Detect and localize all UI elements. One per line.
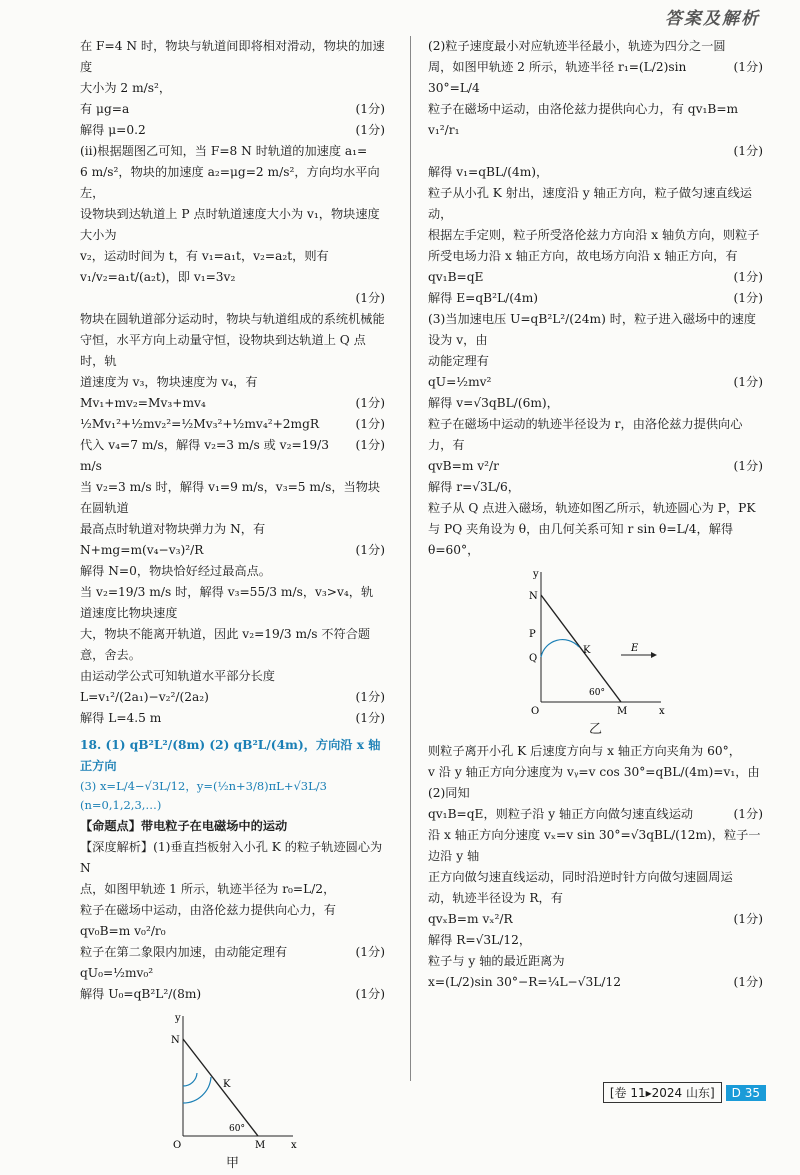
score-mark: (1分) (355, 710, 385, 725)
text-line (80, 561, 385, 582)
text-line (428, 867, 763, 888)
line-text: v₂，运动时间为 t，有 v₁=a₁t，v₂=a₂t，则有 v₁/v₂=a₁t/(a₂t)，即 v₁=3v₂ (80, 248, 329, 284)
score-mark: (1分) (355, 945, 385, 960)
fig1-y-label: y (174, 1013, 181, 1025)
line-text: qvₓB=m vₓ²/R (428, 912, 513, 927)
figure-yi-caption: 乙 (588, 721, 602, 737)
page-footer (603, 1082, 766, 1103)
line-text: 动能定理有 (428, 353, 489, 368)
line-text: 粒子在磁场中运动的轨迹半径设为 r，由洛伦兹力提供向心 (428, 416, 743, 431)
line-text: θ=60°， (428, 542, 480, 557)
score-mark: (1分) (733, 374, 763, 389)
line-text: 有 μg=a (80, 101, 130, 116)
line-text: 道速度为 v₃，物块速度为 v₄，有 (80, 374, 258, 389)
text-line (80, 78, 385, 99)
line-text: qU=½mv² (428, 374, 492, 389)
line-text: 正方向做匀速直线运动，同时沿逆时针方向做匀速圆周运 (428, 870, 733, 885)
fig1-k-label: K (222, 1079, 230, 1091)
score-mark: (1分) (733, 807, 763, 822)
text-line (80, 687, 385, 708)
text-line (428, 414, 763, 435)
text-line (80, 519, 385, 540)
fig1-x-label: x (290, 1140, 297, 1152)
line-text: 解得 r=√3L/6， (428, 479, 520, 494)
text-line (428, 498, 763, 519)
line-text: 大小为 2 m/s²， (80, 80, 172, 95)
line-text: 力，有 (428, 437, 465, 452)
text-line (80, 414, 385, 435)
text-line (80, 942, 385, 984)
line-text: (ii)根据题图乙可知，当 F=8 N 时轨道的加速度 a₁= (80, 143, 368, 158)
text-line (428, 888, 763, 909)
text-line (80, 99, 385, 120)
line-text: L=v₁²/(2a₁)−v₂²/(2a₂) (80, 689, 209, 704)
line-text: qv₁B=qE，则粒子沿 y 轴正方向做匀速直线运动 (428, 807, 694, 822)
text-line (428, 804, 763, 825)
line-text: 与 PQ 夹角设为 θ，由几何关系可知 r sin θ=L/4，解得 (428, 521, 734, 536)
text-line (428, 972, 763, 993)
line-text: 所受电场力沿 x 轴正方向，故电场方向沿 x 轴正方向，有 (428, 248, 738, 263)
text-line (428, 372, 763, 393)
line-text: 解得 N=0，物块恰好经过最高点。 (80, 563, 271, 578)
text-line (80, 666, 385, 687)
text-line (428, 183, 763, 225)
text-line (80, 900, 385, 942)
fig2-e-label: E (630, 642, 638, 654)
score-mark: (1分) (733, 290, 763, 305)
text-line (80, 393, 385, 414)
text-line (80, 162, 385, 204)
line-text: 6 m/s²，物块的加速度 a₂=μg=2 m/s²，方向均水平向左， (80, 164, 380, 200)
text-line (80, 624, 385, 666)
score-mark: (1分) (733, 143, 763, 158)
line-text: 解得 μ=0.2 (80, 122, 146, 137)
line-text: 由运动学公式可知轨道水平部分长度 (80, 668, 275, 683)
line-text: qvB=m v²/r (428, 458, 499, 473)
line-text: 解得 v=√3qBL/(6m)， (428, 395, 559, 410)
line-text: 点，如图甲轨迹 1 所示，轨迹半径为 r₀=L/2， (80, 882, 336, 897)
line-text: Mv₁+mv₂=Mv₃+mv₄ (80, 395, 206, 410)
line-text: 沿 x 轴正方向分速度 vₓ=v sin 30°=√3qBL/(12m)，粒子一边沿 y 轴 (428, 828, 761, 864)
line-text: 则粒子离开小孔 K 后速度方向与 x 轴正方向夹角为 60°， (428, 744, 741, 759)
text-line (80, 120, 385, 141)
text-line (428, 741, 763, 762)
line-text: N+mg=m(v₄−v₃)²/R (80, 542, 204, 557)
text-line (428, 540, 763, 561)
score-mark: (1分) (733, 912, 763, 927)
text-line (428, 930, 763, 951)
text-line (80, 309, 385, 330)
q18-answer-2: (3) x=L/4−√3L/12，y=(½n+3/8)πL+√3L/3 (n=0,1,2,3,…) (80, 778, 327, 813)
fig1-m-label: M (254, 1140, 265, 1152)
column-divider (410, 36, 411, 1081)
fig2-angle-label: 60° (588, 687, 605, 698)
left-column (80, 36, 385, 1175)
line-text: 根据左手定则，粒子所受洛伦兹力方向沿 x 轴负方向，则粒子 (428, 227, 760, 242)
line-text: 粒子在磁场中运动，由洛伦兹力提供向心力，有 qv₁B=m v₁²/r₁ (428, 101, 739, 137)
line-text: 动，轨迹半径设为 R，有 (428, 891, 563, 906)
text-line (428, 393, 763, 414)
line-text: 最高点时轨道对物块弹力为 N，有 (80, 521, 266, 536)
text-line (80, 330, 385, 372)
score-mark: (1分) (355, 987, 385, 1002)
text-line (80, 246, 385, 288)
line-text: qv₁B=qE (428, 269, 484, 284)
line-text: 物块在圆轨道部分运动时，物块与轨道组成的系统机械能 (80, 311, 385, 326)
fig1-n-label: N (170, 1035, 180, 1047)
page-header-title: 答案及解析 (665, 9, 760, 29)
score-mark: (1分) (355, 395, 385, 410)
line-text: 设物块到达轨道上 P 点时轨道速度大小为 v₁，物块速度大小为 (80, 206, 380, 242)
text-line (428, 225, 763, 246)
text-line (428, 309, 763, 351)
text-line (80, 435, 385, 477)
text-line (428, 288, 763, 309)
text-line (80, 36, 385, 78)
fig2-x-label: x (658, 705, 665, 717)
right-column (428, 36, 763, 993)
line-text: 解得 U₀=qB²L²/(8m) (80, 987, 202, 1002)
text-line (428, 951, 763, 972)
score-mark: (1分) (355, 101, 385, 116)
text-line (80, 582, 385, 624)
score-mark: (1分) (733, 458, 763, 473)
q18-answer-1: 18. (1) qB²L²/(8m) (2) qB²L/(4m)，方向沿 x 轴正方向 (80, 737, 381, 773)
text-line (428, 909, 763, 930)
line-text: 粒子在第二象限内加速，由动能定理有 qU₀=½mv₀² (80, 945, 288, 981)
score-mark: (1分) (355, 122, 385, 137)
text-line (428, 246, 763, 267)
line-text: v 沿 y 轴正方向分速度为 vᵧ=v cos 30°=qBL/(4m)=v₁，由(2)同知 (428, 765, 760, 801)
score-mark: (1分) (355, 542, 385, 557)
fig2-o-label: O (530, 705, 539, 717)
fig1-angle-label: 60° (228, 1124, 245, 1135)
line-text: (2)粒子速度最小对应轨迹半径最小，轨迹为四分之一圆 (428, 39, 726, 53)
line-text: 周，如图甲轨迹 2 所示，轨迹半径 r₁=(L/2)sin 30°=L/4 (428, 60, 687, 95)
figure-jia-caption: 甲 (225, 1156, 239, 1172)
text-line (80, 837, 385, 879)
score-mark: (1分) (733, 269, 763, 284)
text-line (428, 351, 763, 372)
fig2-q-label: Q (528, 652, 537, 664)
line-text: 粒子从 Q 点进入磁场，轨迹如图乙所示，轨迹圆心为 P，PK (428, 500, 756, 515)
score-mark: (1分) (355, 416, 385, 431)
figure-yi (521, 567, 671, 717)
text-line (428, 141, 763, 162)
text-line (428, 99, 763, 141)
score-mark: (1分) (733, 975, 763, 990)
text-line (80, 477, 385, 519)
score-mark: (1分) (355, 437, 385, 452)
line-text: 守恒，水平方向上动量守恒，设物块到达轨道上 Q 点时，轨 (80, 332, 366, 368)
footer-exam-label: [卷 11▸2024 山东] (603, 1082, 722, 1103)
line-text: x=(L/2)sin 30°−R=¼L−√3L/12 (428, 975, 621, 990)
line-text: 在 F=4 N 时，物块与轨道间即将相对滑动，物块的加速度 (80, 39, 385, 74)
fig2-p-label: P (528, 628, 536, 640)
fig2-y-label: y (532, 568, 539, 580)
line-text: 粒子从小孔 K 射出，速度沿 y 轴正方向，粒子做匀速直线运动， (428, 185, 752, 221)
line-text: 大，物块不能离开轨道，因此 v₂=19/3 m/s 不符合题意，舍去。 (80, 626, 371, 662)
text-line (428, 57, 763, 99)
line-text: 当 v₂=3 m/s 时，解得 v₁=9 m/s，v₃=5 m/s，当物块在圆轨道 (80, 479, 381, 515)
text-line (80, 204, 385, 246)
text-line (428, 825, 763, 867)
text-line (80, 879, 385, 900)
line-text: 解得 L=4.5 m (80, 710, 162, 725)
line-text: 粒子在磁场中运动，由洛伦兹力提供向心力，有 qv₀B=m v₀²/r₀ (80, 903, 336, 939)
text-line (428, 36, 763, 57)
text-line (428, 519, 763, 540)
line-text: 【深度解析】(1)垂直挡板射入小孔 K 的粒子轨迹圆心为 N (80, 840, 383, 876)
score-mark: (1分) (355, 290, 385, 305)
text-line (428, 456, 763, 477)
fig2-m-label: M (616, 705, 627, 717)
text-line (80, 288, 385, 309)
footer-page-badge: D 35 (726, 1085, 766, 1101)
fig2-n-label: N (528, 590, 538, 602)
text-line (80, 540, 385, 561)
text-line (428, 267, 763, 288)
text-line (428, 477, 763, 498)
line-text: 当 v₂=19/3 m/s 时，解得 v₃=55/3 m/s，v₃>v₄，轨道速度比物块速度 (80, 584, 374, 620)
line-text: 粒子与 y 轴的最近距离为 (428, 954, 565, 969)
text-line (428, 162, 763, 183)
figure-jia (163, 1011, 303, 1151)
text-line (80, 984, 385, 1005)
fig2-k-label: K (582, 644, 590, 656)
line-text: 代入 v₄=7 m/s，解得 v₂=3 m/s 或 v₂=19/3 m/s (80, 437, 330, 473)
fig1-o-label: O (172, 1140, 181, 1152)
text-line (80, 141, 385, 162)
line-text: 解得 v₁=qBL/(4m)， (428, 164, 549, 179)
text-line (428, 762, 763, 804)
text-line (80, 708, 385, 729)
q18-command-point: 【命题点】带电粒子在电磁场中的运动 (80, 819, 288, 834)
score-mark: (1分) (733, 60, 763, 74)
line-text: (3)当加速电压 U=qB²L²/(24m) 时，粒子进入磁场中的速度设为 v，由 (428, 311, 756, 347)
line-text: ½Mv₁²+½mv₂²=½Mv₃²+½mv₄²+2mgR (80, 416, 320, 431)
line-text: 解得 E=qB²L/(4m) (428, 290, 539, 305)
text-line (80, 372, 385, 393)
line-text: 解得 R=√3L/12， (428, 933, 532, 948)
text-line (428, 435, 763, 456)
score-mark: (1分) (355, 689, 385, 704)
